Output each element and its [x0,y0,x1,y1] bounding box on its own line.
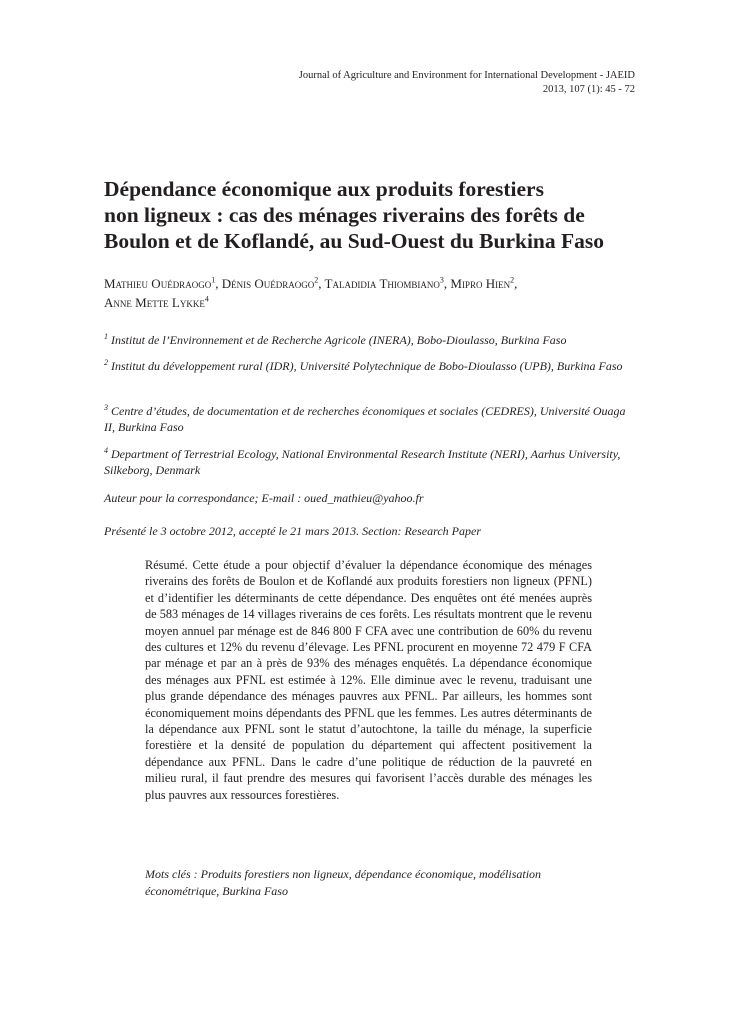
affiliation-text: Institut du développement rural (IDR), Université Polytechnique de Bobo-Dioulasso (UPB), Burkina Faso [111,359,623,373]
author-name: Taladidia Thiombiano [324,276,440,291]
abstract: Résumé. Cette étude a pour objectif d’évaluer la dépendance économique des ménages riverains des forêts de Boulon et de Koflandé aux produits forestiers non ligneux (PFNL) et d’identifier les déterminants de cette dépendance. Des enquêtes ont été menées auprès de 583 ménages de 14 villages riverains de ces forêts. Les résultats montrent que le revenu moyen annuel par ménage est de 846 800 F CFA avec une contribution de 60% du revenu des cultures et 12% du revenu d’élevage. Les PFNL procurent en moyenne 72 479 F CFA par ménage et par an à près de 93% des ménages enquêtés. La dépendance économique des ménages aux PFNL est estimée à 12%. Elle diminue avec le revenu, traduisant une plus grande dépendance des ménages pauvres aux PFNL. Par ailleurs, les hommes sont économiquement moins dépendants des PFNL que les femmes. Les autres déterminants de la dépendance aux PFNL sont le statut d’autochtone, la taille du ménage, la superficie forestière et la densité de population du département qui affectent positivement la dépendance aux PFNL. Dans le cadre d’une politique de réduction de la pauvreté en milieu rural, il faut prendre des mesures qui favorisent l’accès durable des ménages les plus pauvres aux ressources forestières. [145,558,592,802]
affiliation-text: Department of Terrestrial Ecology, National Environmental Research Institute (NERI), Aarhus University, Silkeborg, Denmark [104,447,621,477]
author-affiliation-number: 4 [204,294,209,304]
author-affiliation-number: 2 [314,275,319,285]
author-list: Mathieu Ouédraogo$^1$, Dénis Ouédraogo$^2$, Taladidia Thiombiano$^3$, Mipro Hien$^2$, Anne Mette Lykke$^4$ [104,275,518,310]
author-affiliation-number: 3 [439,275,444,285]
affiliation-text: Centre d’études, de documentation et de recherches économiques et sociales (CEDRES), Université Ouaga II, Burkina Faso [104,404,626,434]
keywords: Mots clés : Produits forestiers non ligneux, dépendance économique, modélisation économétrique, Burkina Faso [145,867,542,898]
affiliation-number: 3 [104,403,108,412]
affiliation [104,446,638,478]
journal-citation: 2013, 107 (1): 45 - 72 [542,84,635,95]
affiliation-text: Institut de l’Environnement et de Recherche Agricole (INERA), Bobo-Dioulasso, Burkina Faso [111,333,567,347]
paper-title [104,176,644,254]
correspondence-line: Auteur pour la correspondance; E-mail : oued_mathieu@yahoo.fr [104,491,424,505]
author-name: Mathieu Ouédraogo [104,276,212,291]
affiliation-number: 1 [104,332,108,341]
title-line: Dépendance économique aux produits forestiers [104,177,544,201]
affiliation-number: 2 [104,358,108,367]
affiliation [104,332,638,348]
journal-header [299,69,635,97]
author-name: Anne Mette Lykke [104,295,205,310]
author-name: Mipro Hien [450,276,511,291]
journal-name: Journal of Agriculture and Environment for International Development - JAEID [298,70,635,81]
affiliation-number: 4 [104,446,108,455]
author-affiliation-number: 1 [211,275,216,285]
title-line: Boulon et de Koflandé, au Sud-Ouest du Burkina Faso [104,229,605,253]
affiliation [104,403,638,435]
submission-dates: Présenté le 3 octobre 2012, accepté le 21 mars 2013. Section: Research Paper [104,524,482,538]
author-affiliation-number: 2 [510,275,515,285]
author-name: Dénis Ouédraogo [221,276,315,291]
affiliation [104,358,638,374]
title-line: non ligneux : cas des ménages riverains des forêts de [104,203,585,227]
